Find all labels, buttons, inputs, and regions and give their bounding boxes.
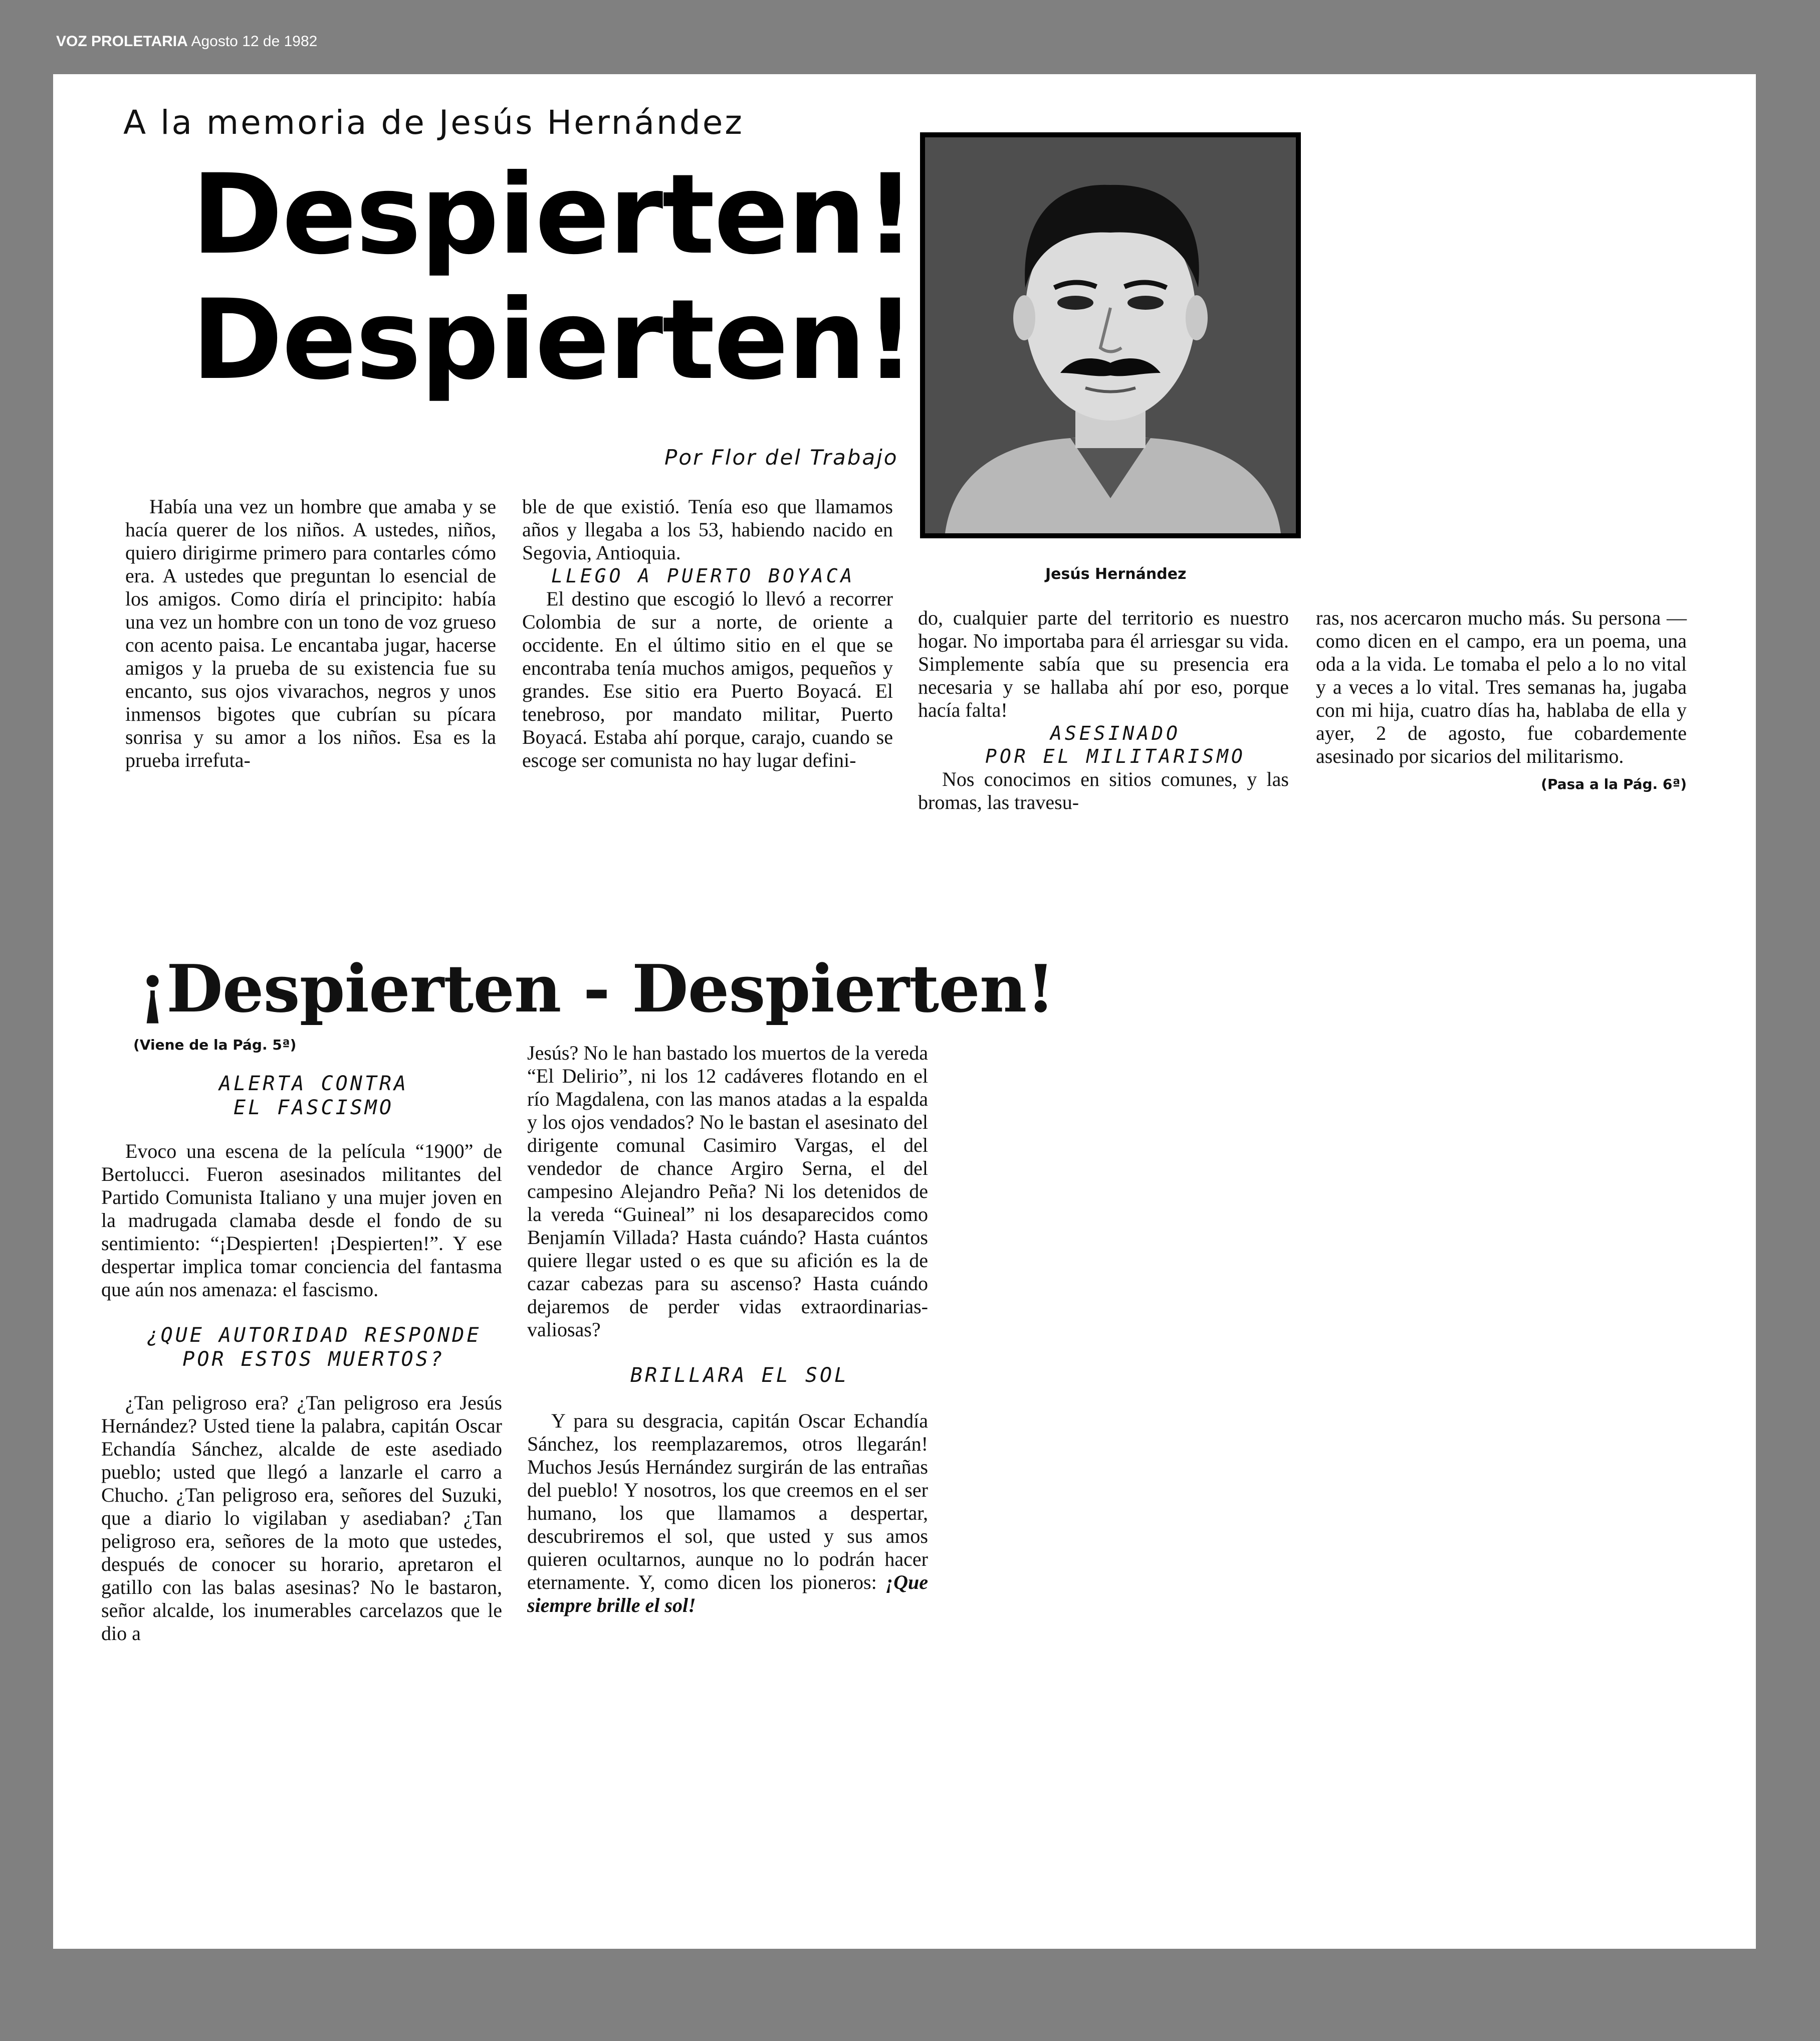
continued-from-note: (Viene de la Pág. 5ª) xyxy=(133,1037,297,1053)
article1-col4-text: ras, nos acercaron mucho más. Su persona —como dicen en el campo, era un poema, una oda a la vida. Le tomaba el pelo a lo no vital y a veces a lo vital. Tres semanas ha, jugaba con mi hija, cuatro días ha, hablaba de ella y ayer, 2 de agosto, fue cobardemente asesinado por sicarios del militarismo. xyxy=(1316,606,1687,767)
page-header xyxy=(56,33,317,50)
article1-col2-text-a: ble de que existió. Tenía eso que llamamos años y llegaba a los 53, habiendo nacido en Segovia, Antioquia. xyxy=(522,495,893,564)
article2-closing-line: ¡Que siempre brille el sol! xyxy=(527,1571,928,1616)
headline-line-2: Despierten! xyxy=(191,276,915,404)
article1-col3-text-a: do, cualquier parte del territorio es nuestro hogar. No importaba para él arriesgar su vida. Simplemente sabía que su presencia era necesaria y se hallaba ahí por eso, porque hacía falta! xyxy=(918,606,1289,721)
article2-paragraph-4 xyxy=(527,1409,928,1617)
photo-caption: Jesús Hernández xyxy=(1045,565,1187,583)
continued-to-note: (Pasa a la Pág. 6ª) xyxy=(1541,776,1687,792)
article2-subhead-alerta-2: EL FASCISMO xyxy=(234,1096,394,1119)
portrait-photo xyxy=(920,132,1301,538)
article1-column-3 xyxy=(918,606,1289,814)
article1-column-1 xyxy=(125,495,496,772)
article1-col1-text: Había una vez un hombre que amaba y se hacía querer de los niños. A ustedes, niños, quiero dirigirme primero para contarles cómo era. A ustedes que preguntan lo esencial de los amigos. Como diría el principito: había una vez un hombre con un tono de voz grueso con acento paisa. Le encantaba jugar, hacerse amigos y la prueba de su existencia fue su encanto, sus ojos vivarachos, negros y unos inmensos bigotes que cubrían su pícara sonrisa y su amor a los niños. Esa es la prueba irrefuta- xyxy=(125,495,496,771)
article1-subhead-asesinado-2: POR EL MILITARISMO xyxy=(985,745,1246,767)
article1-column-4 xyxy=(1316,606,1687,796)
headline-line-1: Despierten! xyxy=(191,150,915,279)
article2-paragraph-4-text: Y para su desgracia, capitán Oscar Echandía Sánchez, los reemplazaremos, otros llegarán! Muchos Jesús Hernández surgirán de las entrañas del pueblo! Y nosotros, los que creemos en el ser humano, los que llamamos a despertar, descubriremos el sol, que usted y sus amos quieren ocultarnos, aunque no lo podrán hacer eternamente. Y, como dicen los pioneros: xyxy=(527,1409,928,1593)
publication-date: Agosto 12 de 1982 xyxy=(191,33,318,50)
article1-subhead-asesinado-1: ASESINADO xyxy=(1050,722,1181,744)
article1-subhead-puerto-boyaca: LLEGO A PUERTO BOYACA xyxy=(551,565,855,587)
byline: Por Flor del Trabajo xyxy=(664,445,898,470)
article2-subhead-autoridad-2: POR ESTOS MUERTOS? xyxy=(182,1348,445,1371)
publication-name: VOZ PROLETARIA xyxy=(56,33,188,50)
article2-column-1 xyxy=(101,1072,502,1645)
article2-paragraph-3: Jesús? No le han bastado los muertos de la vereda “El Delirio”, ni los 12 cadáveres flotando en el río Magdalena, con las manos atadas a la espalda y los ojos vendados? No le bastan el asesinato del dirigente comunal Casimiro Vargas, el del vendedor de chance Argiro Serna, el del campesino Alejandro Peña? Ni los detenidos de la vereda “Guineal” ni los desaparecidos como Benjamín Villada? Hasta cuándo? Hasta cuántos quiere llegar usted o es que su afición es la de cazar cabezas para su ascenso? Hasta cuándo dejaremos de perder vidas extraordinarias- valiosas? xyxy=(527,1042,928,1341)
article2-subhead-brillara: BRILLARA EL SOL xyxy=(630,1364,849,1387)
article1-column-2 xyxy=(522,495,893,772)
article1-col3-text-b: Nos conocimos en sitios comunes, y las bromas, las travesu- xyxy=(918,768,1289,813)
article2-column-2 xyxy=(527,1042,928,1617)
article2-subhead-autoridad-1: ¿QUE AUTORIDAD RESPONDE xyxy=(146,1324,482,1347)
article2-headline: ¡Despierten - Despierten! xyxy=(138,950,1055,1027)
article1-col2-text-b: El destino que escogió lo llevó a recorrer Colombia de sur a norte, de oriente a occidente. En el último sitio en el que se encontraba tenía muchos amigos, pequeños y grandes. Ese sitio era Puerto Boyacá. El tenebroso, por mandato militar, Puerto Boyacá. Estaba ahí porque, carajo, cuando se escoge ser comunista no hay lugar defini- xyxy=(522,587,893,771)
newspaper-clipping xyxy=(53,74,1756,1949)
article2-paragraph-1: Evoco una escena de la película “1900” de Bertolucci. Fueron asesinados militantes del Partido Comunista Italiano y una mujer joven en la madrugada clamaba desde el fondo de su sentimiento: “¡Despierten! ¡Despierten!”. Y ese despertar implica tomar conciencia del fantasma que aún nos amenaza: el fascismo. xyxy=(101,1140,502,1301)
article-kicker: A la memoria de Jesús Hernández xyxy=(123,103,744,142)
article2-paragraph-2: ¿Tan peligroso era? ¿Tan peligroso era Jesús Hernández? Usted tiene la palabra, capitán Oscar Echandía Sánchez, alcalde de este asediado pueblo; usted que llegó a lanzarle el carro a Chucho. ¿Tan peligroso era, señores del Suzuki, que a diario lo vigilaban y asediaban? ¿Tan peligroso era, señores de la moto que ustedes, después de conocer su horario, apretaron el gatillo con las balas asesinas? No le bastaron, señor alcalde, los inumerables carcelazos que le dio a xyxy=(101,1391,502,1645)
article2-subhead-alerta-1: ALERTA CONTRA xyxy=(218,1072,409,1095)
